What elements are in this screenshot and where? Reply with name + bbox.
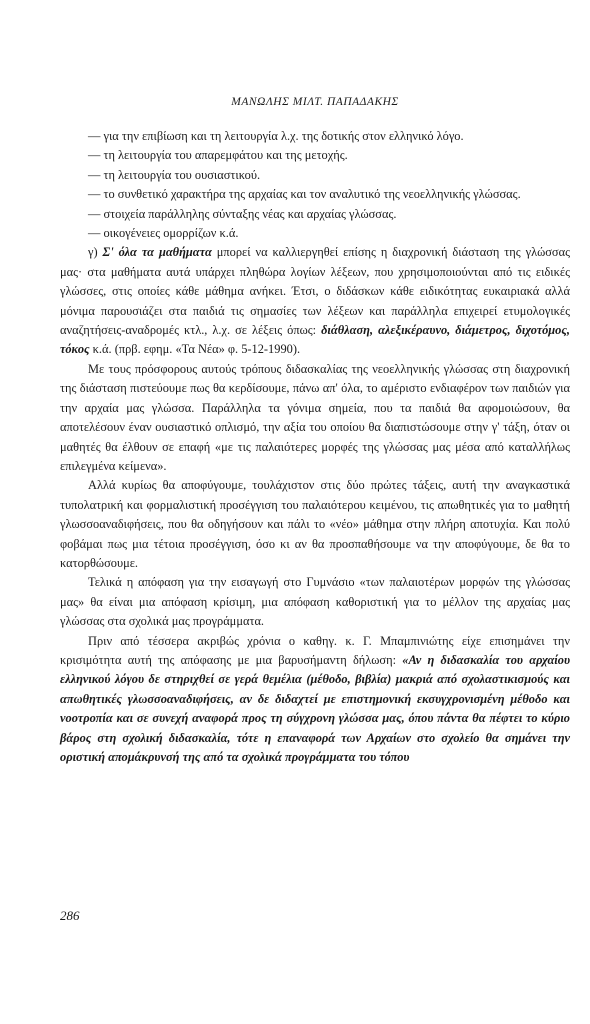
paragraph-g [60, 243, 570, 359]
list-item: — οικογένειες ομορρίζων κ.ά. [88, 226, 239, 241]
list-item: — στοιχεία παράλληλης σύνταξης νέας και αρχαίας γλώσσας. [88, 206, 397, 221]
example-terms: διάθλαση, αλεξικέραυνο, διάμετρος, διχοτόμος, τόκος [60, 323, 570, 357]
running-header: ΜΑΝΩΛΗΣ ΜΙΛΤ. ΠΑΠΑΔΑΚΗΣ [231, 96, 399, 108]
list-item: — για την επιβίωση και τη λειτουργία λ.χ. της δοτικής στον ελληνικό λόγο. [88, 129, 464, 143]
list-item: — τη λειτουργία του απαρεμφάτου και της μετοχής. [88, 148, 348, 163]
paragraph-quote [60, 632, 570, 768]
book-page [60, 0, 570, 1024]
paragraph: Με τους πρόσφορους αυτούς τρόπους διδασκαλίας της νεοελληνικής γλώσσας στη διαχρονική της διάσταση πιστεύουμε πως θα κερδίσουμε, πάνω απ' όλα, το αμέριστο ενδιαφέρον των παιδιών για την αρχαία μας γλώσσα. Παράλληλα τα γόνιμα σημεία, που τα παιδιά θα αφομοιώσουν, θα αποτελέσουν έναν ουσιαστικό οπλισμό, την αξία του οποίου θα διαπιστώσουμε στην γ' τάξη, όταν οι μαθητές θα έλθουν σε επαφή «με τις παλαιότερες μορφές της γλώσσας μας μέσα από καταλλήλως επιλεγμένα κείμενα». [60, 361, 570, 473]
paragraph-text: μπορεί να καλλιεργηθεί επίσης η διαχρονική διάσταση της γλώσσας μας· στα μαθήματα αυτά υπάρχει πληθώρα λογίων λέξεων, που χρησιμοποιούνται από τις ειδικές γλώσσες, στις οποίες κάθε μάθημα ανήκει. Έτσι, ο διδάσκων κάθε ειδικότητας ευκαιριακά αλλά μόνιμα παρουσιάζει στα παιδιά τις σημασίες των λέξεων και παράλληλα επιχειρεί ετυμολογικές αναζητήσεις-αναδρομές κτλ., λ.χ. σε λέξεις όπως: [60, 245, 570, 338]
paragraph-text: κ.ά. (πρβ. εφημ. «Τα Νέα» φ. 5-12-1990). [89, 342, 301, 357]
paragraph: Τελικά η απόφαση για την εισαγωγή στο Γυμνάσιο «των παλαιοτέρων μορφών της γλώσσας μας» θα είναι μια απόφαση κρίσιμη, μια απόφαση καθοριστική για το μέλλον της αρχαίας μας γλώσσας στα σχολικά μας προγράμματα. [60, 575, 570, 629]
quotation: «Αν η διδασκαλία του αρχαίου ελληνικού λόγου δε στηριχθεί σε γερά θεμέλια (μέθοδο, βιβλία) μακριά από σχολαστικισμούς και απωθητικές γλωσσοαναδιφήσεις, αν δε διδαχτεί με επιστημονική εκσυγχρονισμένη μέθοδο και νοοτροπία και σε συνεχή αναφορά προς τη σύγχρονη γλώσσα μας, όπου πάντα θα πέφτει το κύριο βάρος στη σχολική διδασκαλία, τότε η επαναφορά των Αρχαίων στο σχολείο θα σημάνει την οριστική απομάκρυνσή της από τα σχολικά προγράμματα του τόπου [60, 652, 571, 764]
paragraph-heading: Σ' όλα τα μαθήματα [102, 245, 212, 260]
paragraph-text: Πριν από τέσσερα ακριβώς χρόνια ο καθηγ. κ. Γ. Μπαμπινιώτης είχε επισημάνει την κρισιμότητα αυτή της απόφασης με μια βαρυσήμαντη δήλωση: [60, 633, 570, 667]
paragraph: Αλλά κυρίως θα αποφύγουμε, τουλάχιστον στις δύο πρώτες τάξεις, αυτή την αναγκαστικά τυπολατρική και φορμαλιστική προσέγγιση του παλαιότερου κειμένου, τις απωθητικές για το μαθητή γλωσσοαναδιφήσεις, που θα οδηγήσουν και πάλι το «νέο» μάθημα στην πλήρη αποτυχία. Και πολύ φοβάμαι πως μια τέτοια προσέγγιση, όσο κι αν θα προσπαθήσουμε να την αποφύγουμε, δε θα το κατορθώσουμε. [60, 478, 570, 570]
list-item: — τη λειτουργία του ουσιαστικού. [88, 167, 261, 182]
page-number: 286 [60, 908, 80, 923]
list-item: — το συνθετικό χαρακτήρα της αρχαίας και τον αναλυτικό της νεοελληνικής γλώσσας. [88, 187, 521, 202]
page-body [60, 127, 570, 767]
paragraph-marker: γ) [88, 245, 98, 260]
